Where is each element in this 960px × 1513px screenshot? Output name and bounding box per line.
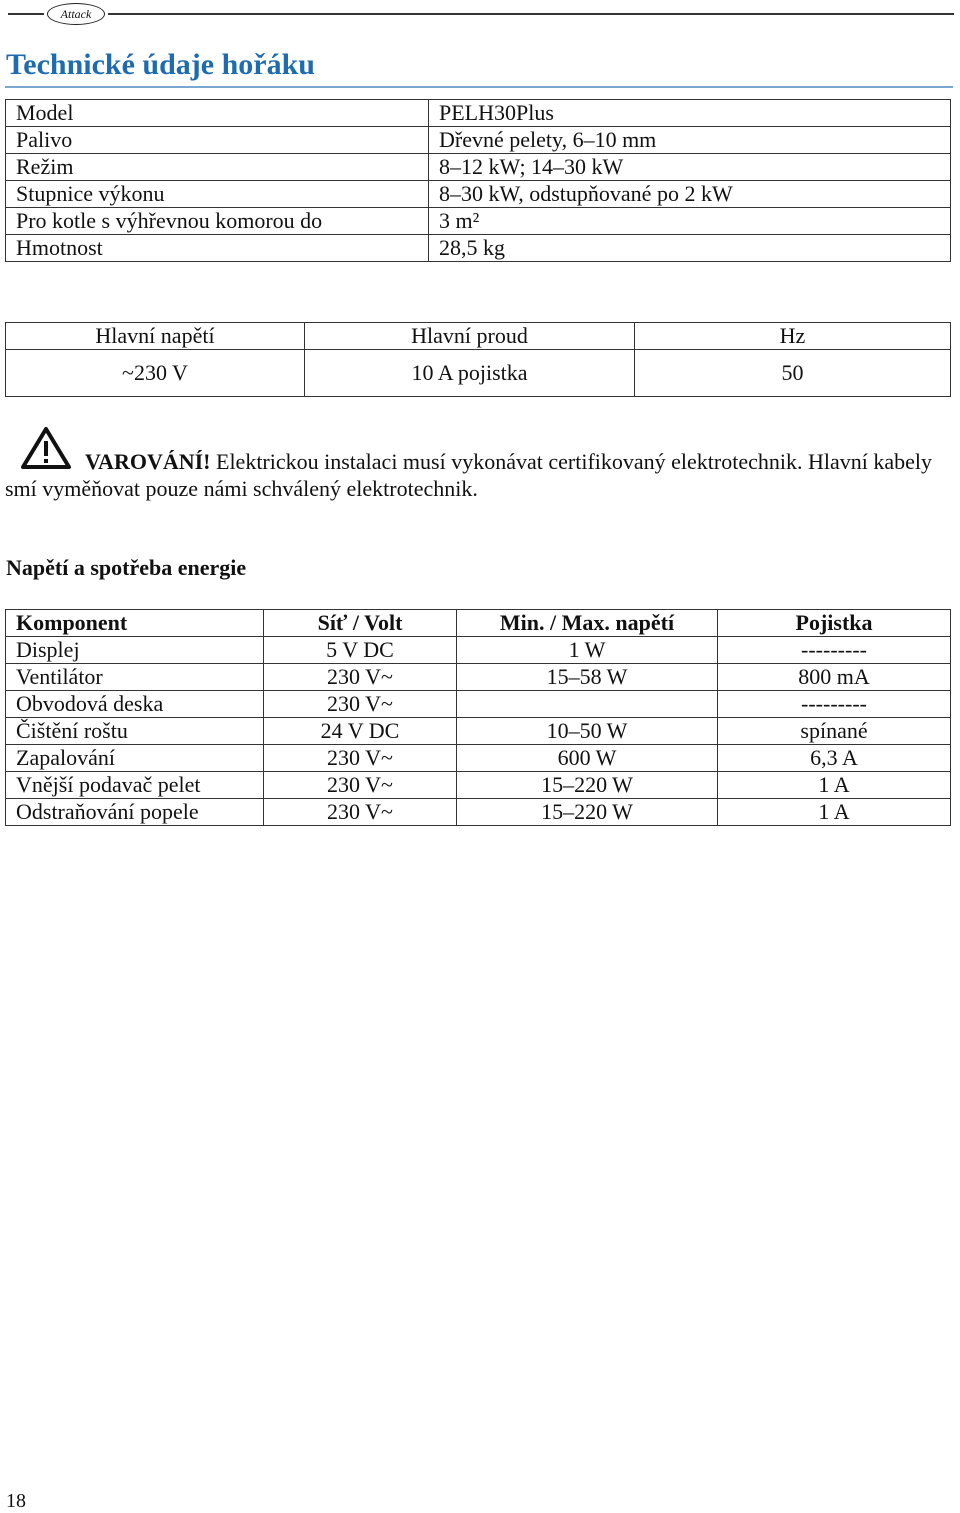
table-cell: Obvodová deska — [6, 691, 264, 718]
attack-logo: Attack — [47, 3, 105, 25]
table-cell: Zapalování — [6, 745, 264, 772]
header-cell: Pojistka — [718, 610, 951, 637]
value-cell: 10 A pojistka — [305, 350, 635, 397]
table-cell: 15–58 W — [457, 664, 718, 691]
table-cell: 230 V~ — [264, 772, 457, 799]
specs-table — [5, 99, 951, 262]
spec-value: Dřevné pelety, 6–10 mm — [429, 127, 951, 154]
table-cell: 24 V DC — [264, 718, 457, 745]
table-cell: 600 W — [457, 745, 718, 772]
table-cell: 15–220 W — [457, 799, 718, 826]
value-cell: 50 — [635, 350, 951, 397]
table-cell: 5 V DC — [264, 637, 457, 664]
power-table — [5, 322, 951, 397]
energy-header-row — [6, 610, 951, 637]
table-cell: 1 A — [718, 772, 951, 799]
table-cell: Ventilátor — [6, 664, 264, 691]
title-rule — [5, 86, 953, 88]
table-cell: 230 V~ — [264, 799, 457, 826]
table-cell: 1 A — [718, 799, 951, 826]
table-cell: 800 mA — [718, 664, 951, 691]
table-cell: 6,3 A — [718, 745, 951, 772]
table-cell: spínané — [718, 718, 951, 745]
spec-row — [6, 208, 951, 235]
table-cell: 15–220 W — [457, 772, 718, 799]
header-cell: Hlavní proud — [305, 323, 635, 350]
energy-table — [5, 609, 951, 826]
page-number: 18 — [6, 1490, 26, 1512]
table-row — [6, 664, 951, 691]
spec-value: 28,5 kg — [429, 235, 951, 262]
table-cell: 230 V~ — [264, 691, 457, 718]
table-cell: --------- — [718, 637, 951, 664]
warning-text — [5, 448, 935, 502]
spec-label: Pro kotle s výhřevnou komorou do — [6, 208, 429, 235]
header-cell: Síť / Volt — [264, 610, 457, 637]
header-cell: Hz — [635, 323, 951, 350]
spec-value: 3 m² — [429, 208, 951, 235]
header-cell: Min. / Max. napětí — [457, 610, 718, 637]
table-cell: 10–50 W — [457, 718, 718, 745]
table-cell: 230 V~ — [264, 745, 457, 772]
table-cell: --------- — [718, 691, 951, 718]
page-title: Technické údaje hořáku — [6, 48, 315, 81]
spec-label: Model — [6, 100, 429, 127]
spec-label: Palivo — [6, 127, 429, 154]
header-rule-right — [108, 13, 954, 15]
warning-body: Elektrickou instalaci musí vykonávat certifikovaný elektrotechnik. Hlavní kabely smí vyměňovat pouze námi schválený elektrotechnik. — [5, 449, 932, 501]
table-cell — [457, 691, 718, 718]
header-rule-left — [8, 13, 44, 15]
spec-row — [6, 235, 951, 262]
spec-label: Stupnice výkonu — [6, 181, 429, 208]
spec-label: Hmotnost — [6, 235, 429, 262]
header-cell: Hlavní napětí — [6, 323, 305, 350]
table-row — [6, 637, 951, 664]
table-row — [6, 772, 951, 799]
section-heading: Napětí a spotřeba energie — [6, 555, 247, 580]
table-cell: Čištění roštu — [6, 718, 264, 745]
power-header-row — [6, 323, 951, 350]
table-cell: 230 V~ — [264, 664, 457, 691]
table-row — [6, 799, 951, 826]
spec-row — [6, 100, 951, 127]
power-value-row — [6, 350, 951, 397]
table-cell: Odstraňování popele — [6, 799, 264, 826]
warning-label: VAROVÁNÍ! — [85, 449, 211, 474]
table-row — [6, 745, 951, 772]
spec-row — [6, 127, 951, 154]
table-row — [6, 691, 951, 718]
spec-value: 8–30 kW, odstupňované po 2 kW — [429, 181, 951, 208]
spec-row — [6, 154, 951, 181]
table-row — [6, 718, 951, 745]
spec-row — [6, 181, 951, 208]
table-cell: Displej — [6, 637, 264, 664]
table-cell: Vnější podavač pelet — [6, 772, 264, 799]
spec-label: Režim — [6, 154, 429, 181]
spec-value: PELH30Plus — [429, 100, 951, 127]
spec-value: 8–12 kW; 14–30 kW — [429, 154, 951, 181]
value-cell: ~230 V — [6, 350, 305, 397]
header-cell: Komponent — [6, 610, 264, 637]
table-cell: 1 W — [457, 637, 718, 664]
